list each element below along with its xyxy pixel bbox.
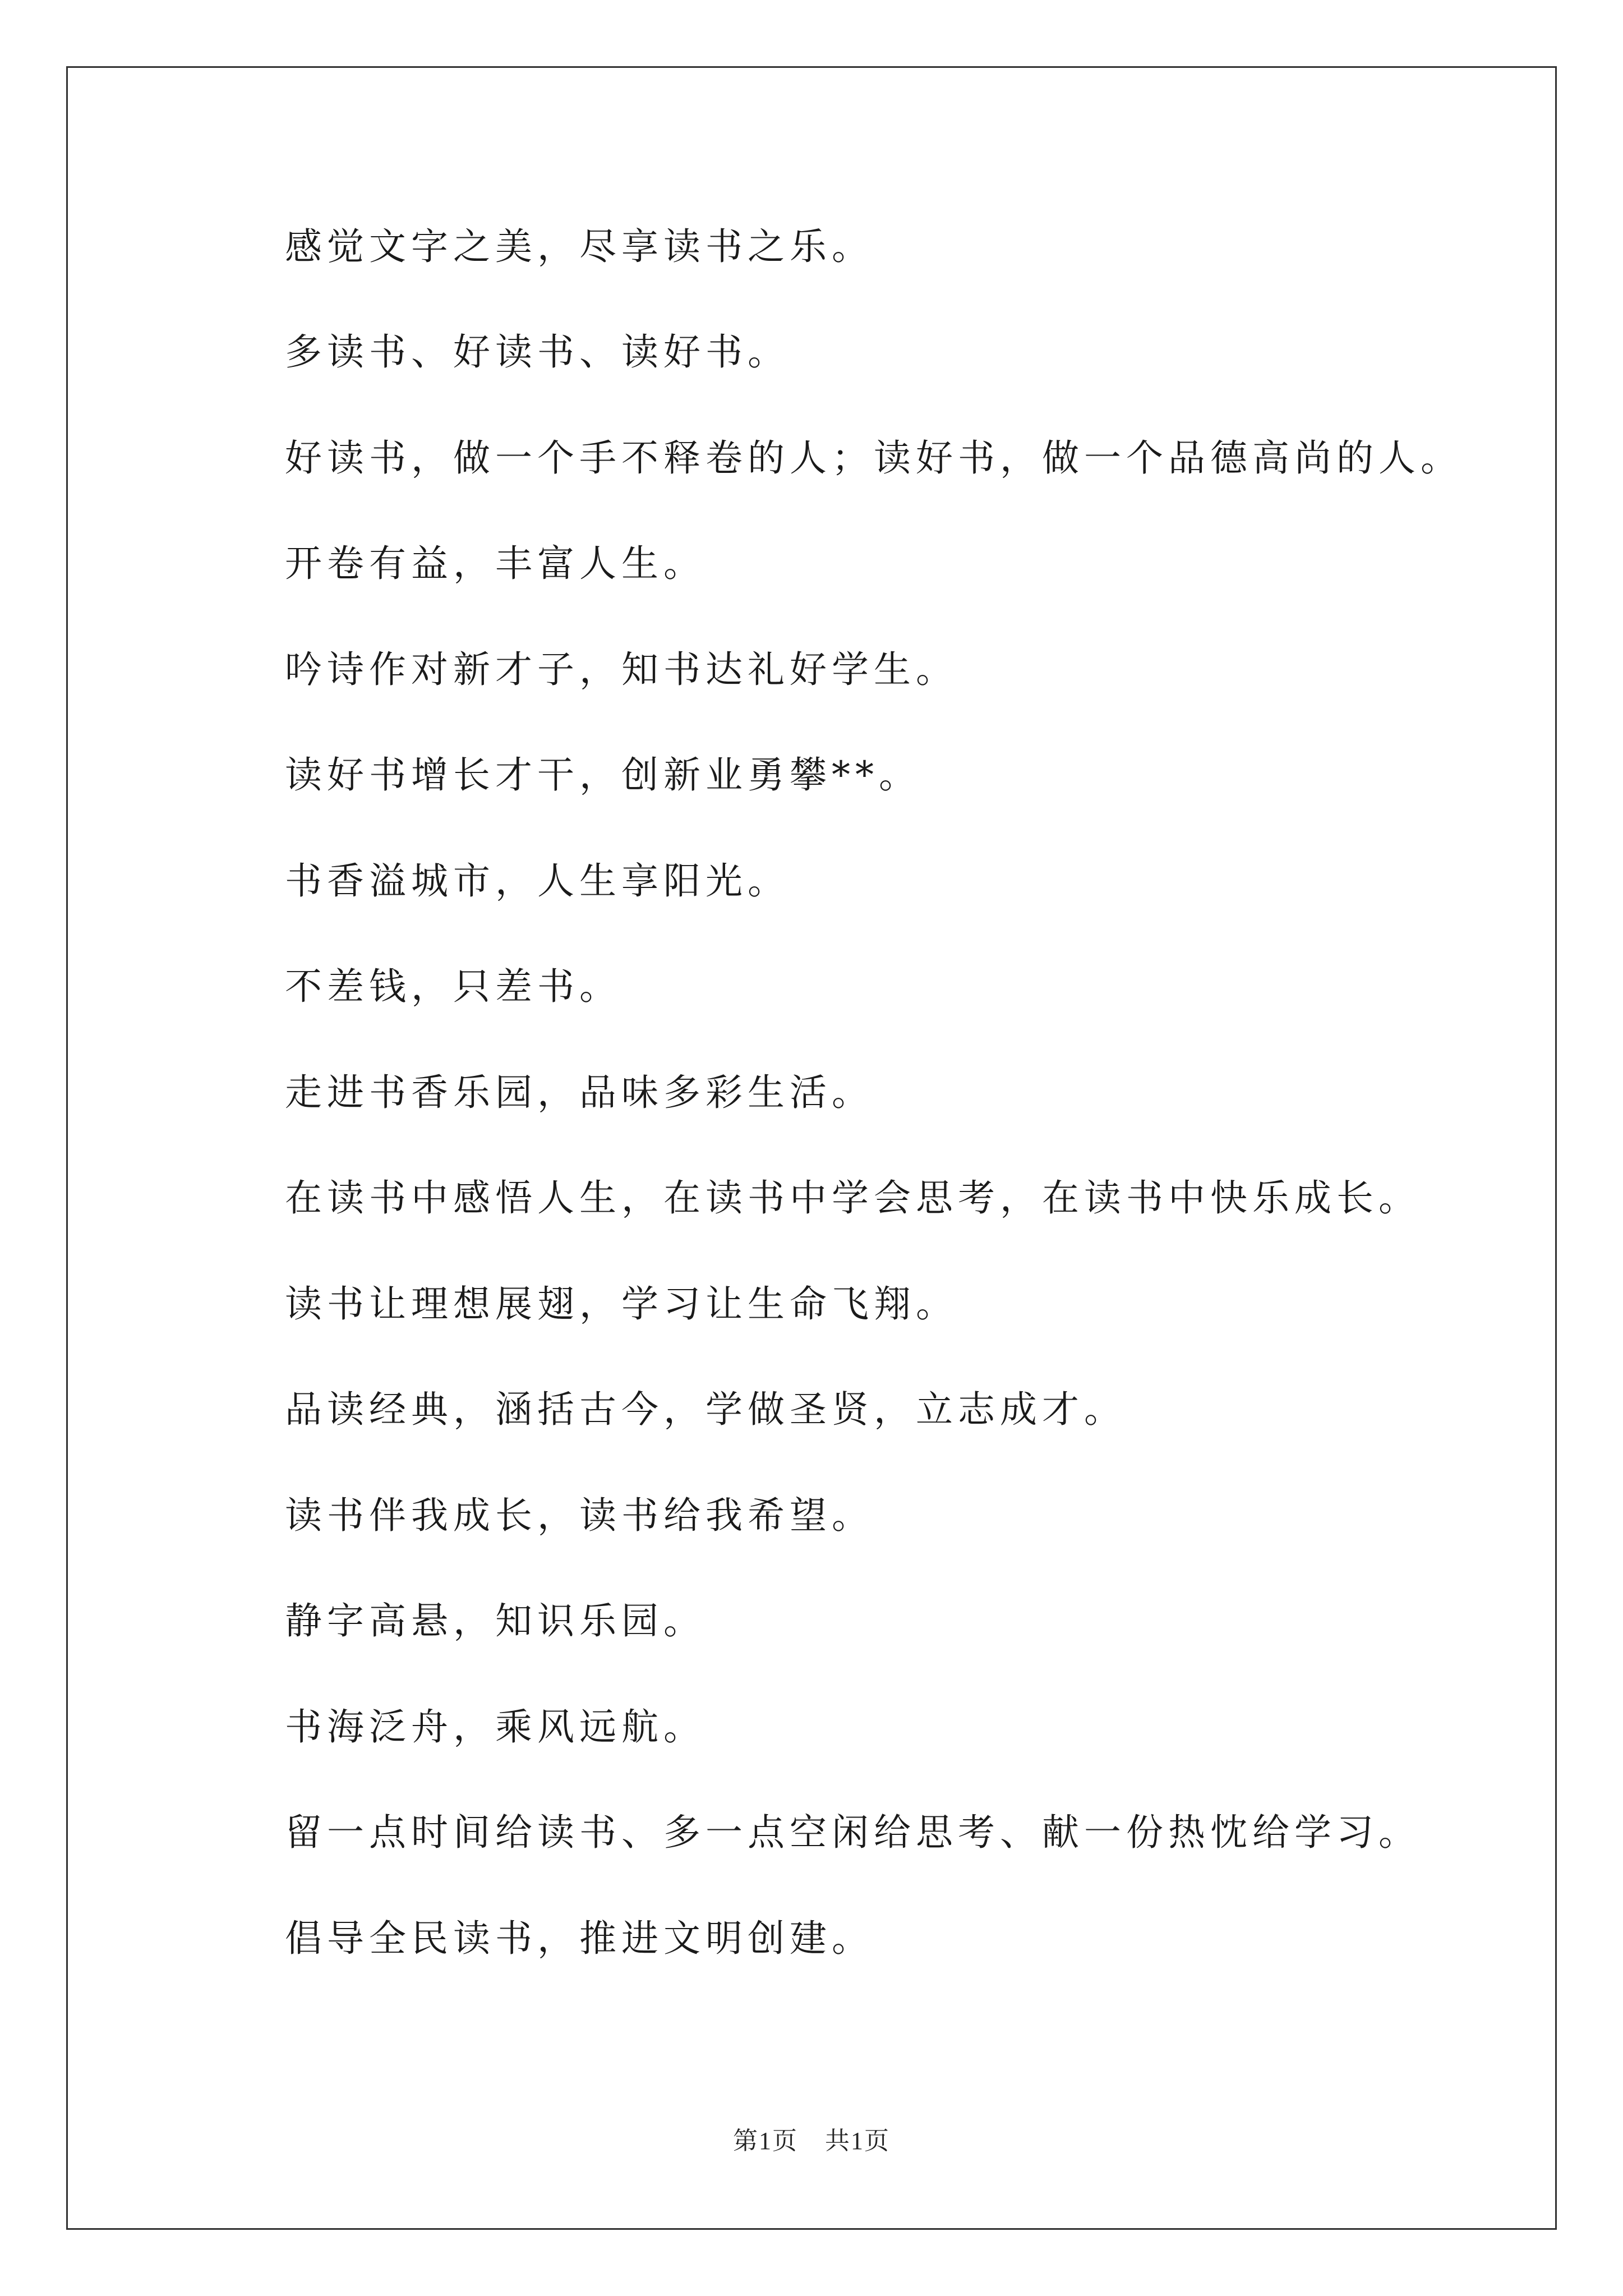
text-line: 留一点时间给读书、多一点空闲给思考、献一份热忱给学习。	[285, 1811, 1421, 1854]
page-number: 第1页	[733, 2127, 798, 2155]
text-line: 感觉文字之美，尽享读书之乐。	[285, 225, 874, 268]
text-line: 多读书、好读书、读好书。	[285, 330, 790, 374]
text-line: 不差钱，只差书。	[285, 965, 621, 1008]
text-line: 品读经典，涵括古今，学做圣贤，立志成才。	[285, 1388, 1126, 1431]
text-line: 静字高悬，知识乐园。	[285, 1599, 706, 1642]
text-line: 在读书中感悟人生，在读书中学会思考，在读书中快乐成长。	[285, 1176, 1421, 1220]
text-line: 开卷有益，丰富人生。	[285, 542, 706, 585]
text-line: 读书伴我成长，读书给我希望。	[285, 1494, 874, 1537]
text-line: 吟诗作对新才子，知书达礼好学生。	[285, 648, 958, 691]
text-line: 书香溢城市，人生享阳光。	[285, 859, 790, 903]
page-footer	[0, 2124, 1623, 2158]
text-line: 倡导全民读书，推进文明创建。	[285, 1917, 874, 1960]
text-line: 书海泛舟，乘风远航。	[285, 1705, 706, 1749]
text-line: 读好书增长才干，创新业勇攀**。	[285, 753, 921, 797]
page-border	[66, 66, 1557, 2230]
text-line: 走进书香乐园，品味多彩生活。	[285, 1071, 874, 1114]
text-line: 读书让理想展翅，学习让生命飞翔。	[285, 1282, 958, 1326]
text-line: 好读书，做一个手不释卷的人；读好书，做一个品德高尚的人。	[285, 436, 1463, 480]
page-count: 共1页	[825, 2127, 890, 2155]
